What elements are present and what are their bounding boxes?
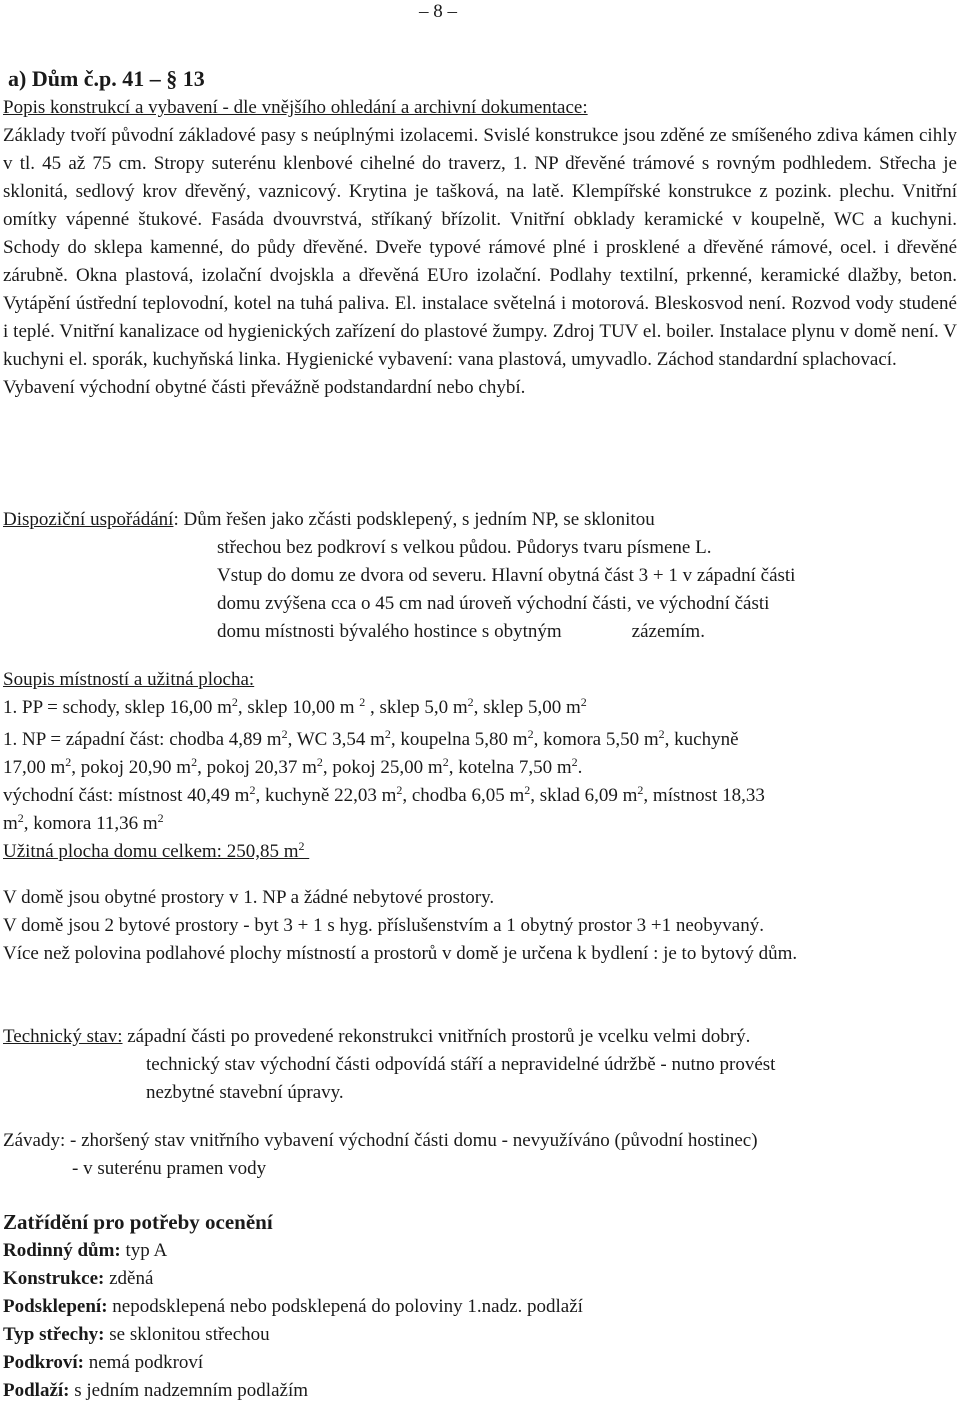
class-item-attic: [3, 1349, 957, 1377]
text-span: , sklad 6,09 m: [530, 785, 638, 806]
superscript-text: 2: [527, 727, 534, 741]
text-span: [304, 841, 309, 862]
text-span: , kuchyně: [664, 729, 739, 750]
superscript-text: 2: [65, 755, 72, 769]
description-body: Základy tvoří původní základové pasy s neúplnými izolacemi. Svislé konstrukce jsou zděné ze smíšeného zdiva kámen cihly v tl. 45 až 75 cm. Stropy suterénu klenbové cihelné do traverz, 1. NP dřevěné trámové s rovným podhledem. Střecha je sklonitá, sedlový krov dřevěný, vaznicový. Krytina je tašková, na latě. Klempířské konstrukce z pozink. plechu. Vnitřní omítky vápenné štukové. Fasáda dvouvrstvá, stříkaný břízolit. Vnitřní obklady keramické v koupelně, WC a kuchyni. Schody do sklepa kamenné, do půdy dřevěné. Dveře typové rámové plné i prosklené a dřevěné rámové, ocel. i dřevěné zárubně. Okna plastová, izolační dvojskla a dřevěná EUro izolační. Podlahy textilní, prkenné, keramické dlažby, beton. Vytápění ústřední teplovodní, kotel na tuhá paliva. El. instalace světelná i motorová. Bleskosvod není. Rozvod vody studené i teplé. Vnitřní kanalizace od hygienických zařízení do plastové žumpy. Zdroj TUV el. boiler. Instalace plynu v domě není. V kuchyni el. sporák, kuchyňská linka. Hygienické vybavení: vana plastová, umyvadlo. Záchod standardní splachovací.: [3, 125, 957, 370]
superscript-text: 2: [442, 755, 449, 769]
superscript-text: 2: [231, 695, 238, 709]
disposition-line-4: domu zvýšena cca o 45 cm nad úroveň východní části, ve východní části: [217, 593, 770, 614]
superscript-text: 2: [281, 727, 288, 741]
text-span: Podlaží:: [3, 1380, 70, 1401]
text-span: , pokoj 20,37 m: [197, 757, 317, 778]
text-span: , pokoj 25,00 m: [322, 757, 443, 778]
text-span: m: [3, 813, 18, 834]
class-item-floors: [3, 1377, 957, 1405]
superscript-text: 2: [384, 727, 391, 741]
disposition-section: [3, 506, 957, 646]
class-item-roof: [3, 1321, 957, 1349]
usage-section: [3, 884, 957, 968]
disposition-line-5a: domu místnosti bývalého hostince s obytným: [217, 621, 562, 642]
superscript-text: 2: [580, 695, 587, 709]
text-span: 1. PP = schody, sklep 16,00 m: [3, 697, 232, 718]
technical-line-2: technický stav východní části odpovídá stáří a nepravidelné údržbě - nutno provést: [146, 1054, 776, 1075]
disposition-line-2: střechou bez podkroví s velkou půdou. Půdorys tvaru písmene L.: [217, 537, 712, 558]
text-span: , koupelna 5,80 m: [390, 729, 528, 750]
text-span: Konstrukce:: [3, 1268, 105, 1289]
text-span: nepodsklepená nebo podsklepená do poloviny 1.nadz. podlaží: [107, 1296, 583, 1317]
superscript-text: 2: [467, 695, 474, 709]
technical-label: Technický stav:: [3, 1026, 123, 1047]
defects-line-1: Závady: - zhoršený stav vnitřního vybavení východní části domu - nevyužíváno (původní hostinec): [3, 1130, 758, 1151]
superscript-text: 2: [524, 783, 531, 797]
page-number: – 8 –: [419, 1, 457, 22]
text-span: s jedním nadzemním podlažím: [69, 1380, 309, 1401]
text-span: , kuchyně 22,03 m: [255, 785, 397, 806]
technical-line-1: západní části po provedené rekonstrukci vnitřních prostorů je vcelku velmi dobrý.: [122, 1026, 751, 1047]
class-item-basement: [3, 1293, 957, 1321]
superscript-text: 2: [658, 727, 665, 741]
class-item-house-type: [3, 1237, 957, 1265]
text-span: , sklep 5,00 m: [473, 697, 581, 718]
technical-section: [3, 1023, 957, 1107]
superscript-text: 2: [359, 695, 366, 709]
technical-line-3: nezbytné stavební úpravy.: [146, 1082, 344, 1103]
text-span: Typ střechy:: [3, 1324, 105, 1345]
equipment-note: Vybavení východní obytné části převážně podstandardní nebo chybí.: [3, 377, 526, 398]
text-span: , kotelna 7,50 m: [448, 757, 572, 778]
superscript-text: 2: [316, 755, 323, 769]
class-item-construction: [3, 1265, 957, 1293]
usage-line-1: V domě jsou obytné prostory v 1. NP a žádné nebytové prostory.: [3, 887, 495, 908]
superscript-text: 2: [298, 839, 305, 853]
text-span: Užitná plocha domu celkem: 250,85 m: [3, 841, 299, 862]
section-heading: a) Dům č.p. 41 – § 13: [8, 66, 205, 91]
rooms-section: [3, 666, 957, 866]
usage-line-2: V domě jsou 2 bytové prostory - byt 3 + 1 s hyg. příslušenstvím a 1 obytný prostor 3 +1 neobyvaný.: [3, 915, 764, 936]
text-span: Podsklepení:: [3, 1296, 108, 1317]
rooms-label: Soupis místností a užitná plocha:: [3, 669, 255, 690]
superscript-text: 2: [191, 755, 198, 769]
text-span: 17,00 m: [3, 757, 66, 778]
defects-section: [3, 1127, 957, 1183]
text-span: , WC 3,54 m: [287, 729, 385, 750]
usage-line-3: Více než polovina podlahové plochy místností a prostorů v domě je určena k bydlení : je to bytový dům.: [3, 943, 798, 964]
superscript-text: 2: [571, 755, 578, 769]
superscript-text: 2: [17, 811, 24, 825]
text-span: .: [577, 757, 583, 778]
text-span: 1. NP = západní část: chodba 4,89 m: [3, 729, 282, 750]
text-span: nemá podkroví: [83, 1352, 204, 1373]
disposition-label: Dispoziční uspořádání: [3, 509, 174, 530]
text-span: zděná: [104, 1268, 154, 1289]
text-span: , pokoj 20,90 m: [71, 757, 192, 778]
superscript-text: 2: [157, 811, 164, 825]
text-span: , sklep 5,0 m: [365, 697, 468, 718]
text-span: , komora 11,36 m: [23, 813, 158, 834]
text-span: , sklep 10,00 m: [237, 697, 360, 718]
description-intro: Popis konstrukcí a vybavení - dle vnějšího ohledání a archivní dokumentace:: [3, 97, 588, 118]
disposition-line-1: : Dům řešen jako zčásti podsklepený, s jedním NP, se sklonitou: [173, 509, 655, 530]
construction-description: [3, 94, 957, 402]
rooms-pp: [3, 694, 957, 722]
text-span: , chodba 6,05 m: [402, 785, 525, 806]
rooms-np-west: [3, 726, 957, 782]
superscript-text: 2: [637, 783, 644, 797]
rooms-total: [3, 838, 957, 866]
classification-title: Zatřídění pro potřeby ocenění: [3, 1210, 273, 1234]
superscript-text: 2: [396, 783, 403, 797]
text-span: , komora 5,50 m: [533, 729, 659, 750]
classification-section: [3, 1207, 957, 1405]
disposition-line-5b: zázemím.: [631, 621, 705, 642]
text-span: východní část: místnost 40,49 m: [3, 785, 250, 806]
text-span: Rodinný dům:: [3, 1240, 121, 1261]
text-span: Podkroví:: [3, 1352, 84, 1373]
rooms-east: [3, 782, 957, 838]
text-span: se sklonitou střechou: [104, 1324, 270, 1345]
superscript-text: 2: [249, 783, 256, 797]
defects-line-2: - v suterénu pramen vody: [72, 1158, 267, 1179]
text-span: typ A: [120, 1240, 168, 1261]
text-span: , místnost 18,33: [643, 785, 765, 806]
disposition-line-3: Vstup do domu ze dvora od severu. Hlavní obytná část 3 + 1 v západní části: [217, 565, 796, 586]
